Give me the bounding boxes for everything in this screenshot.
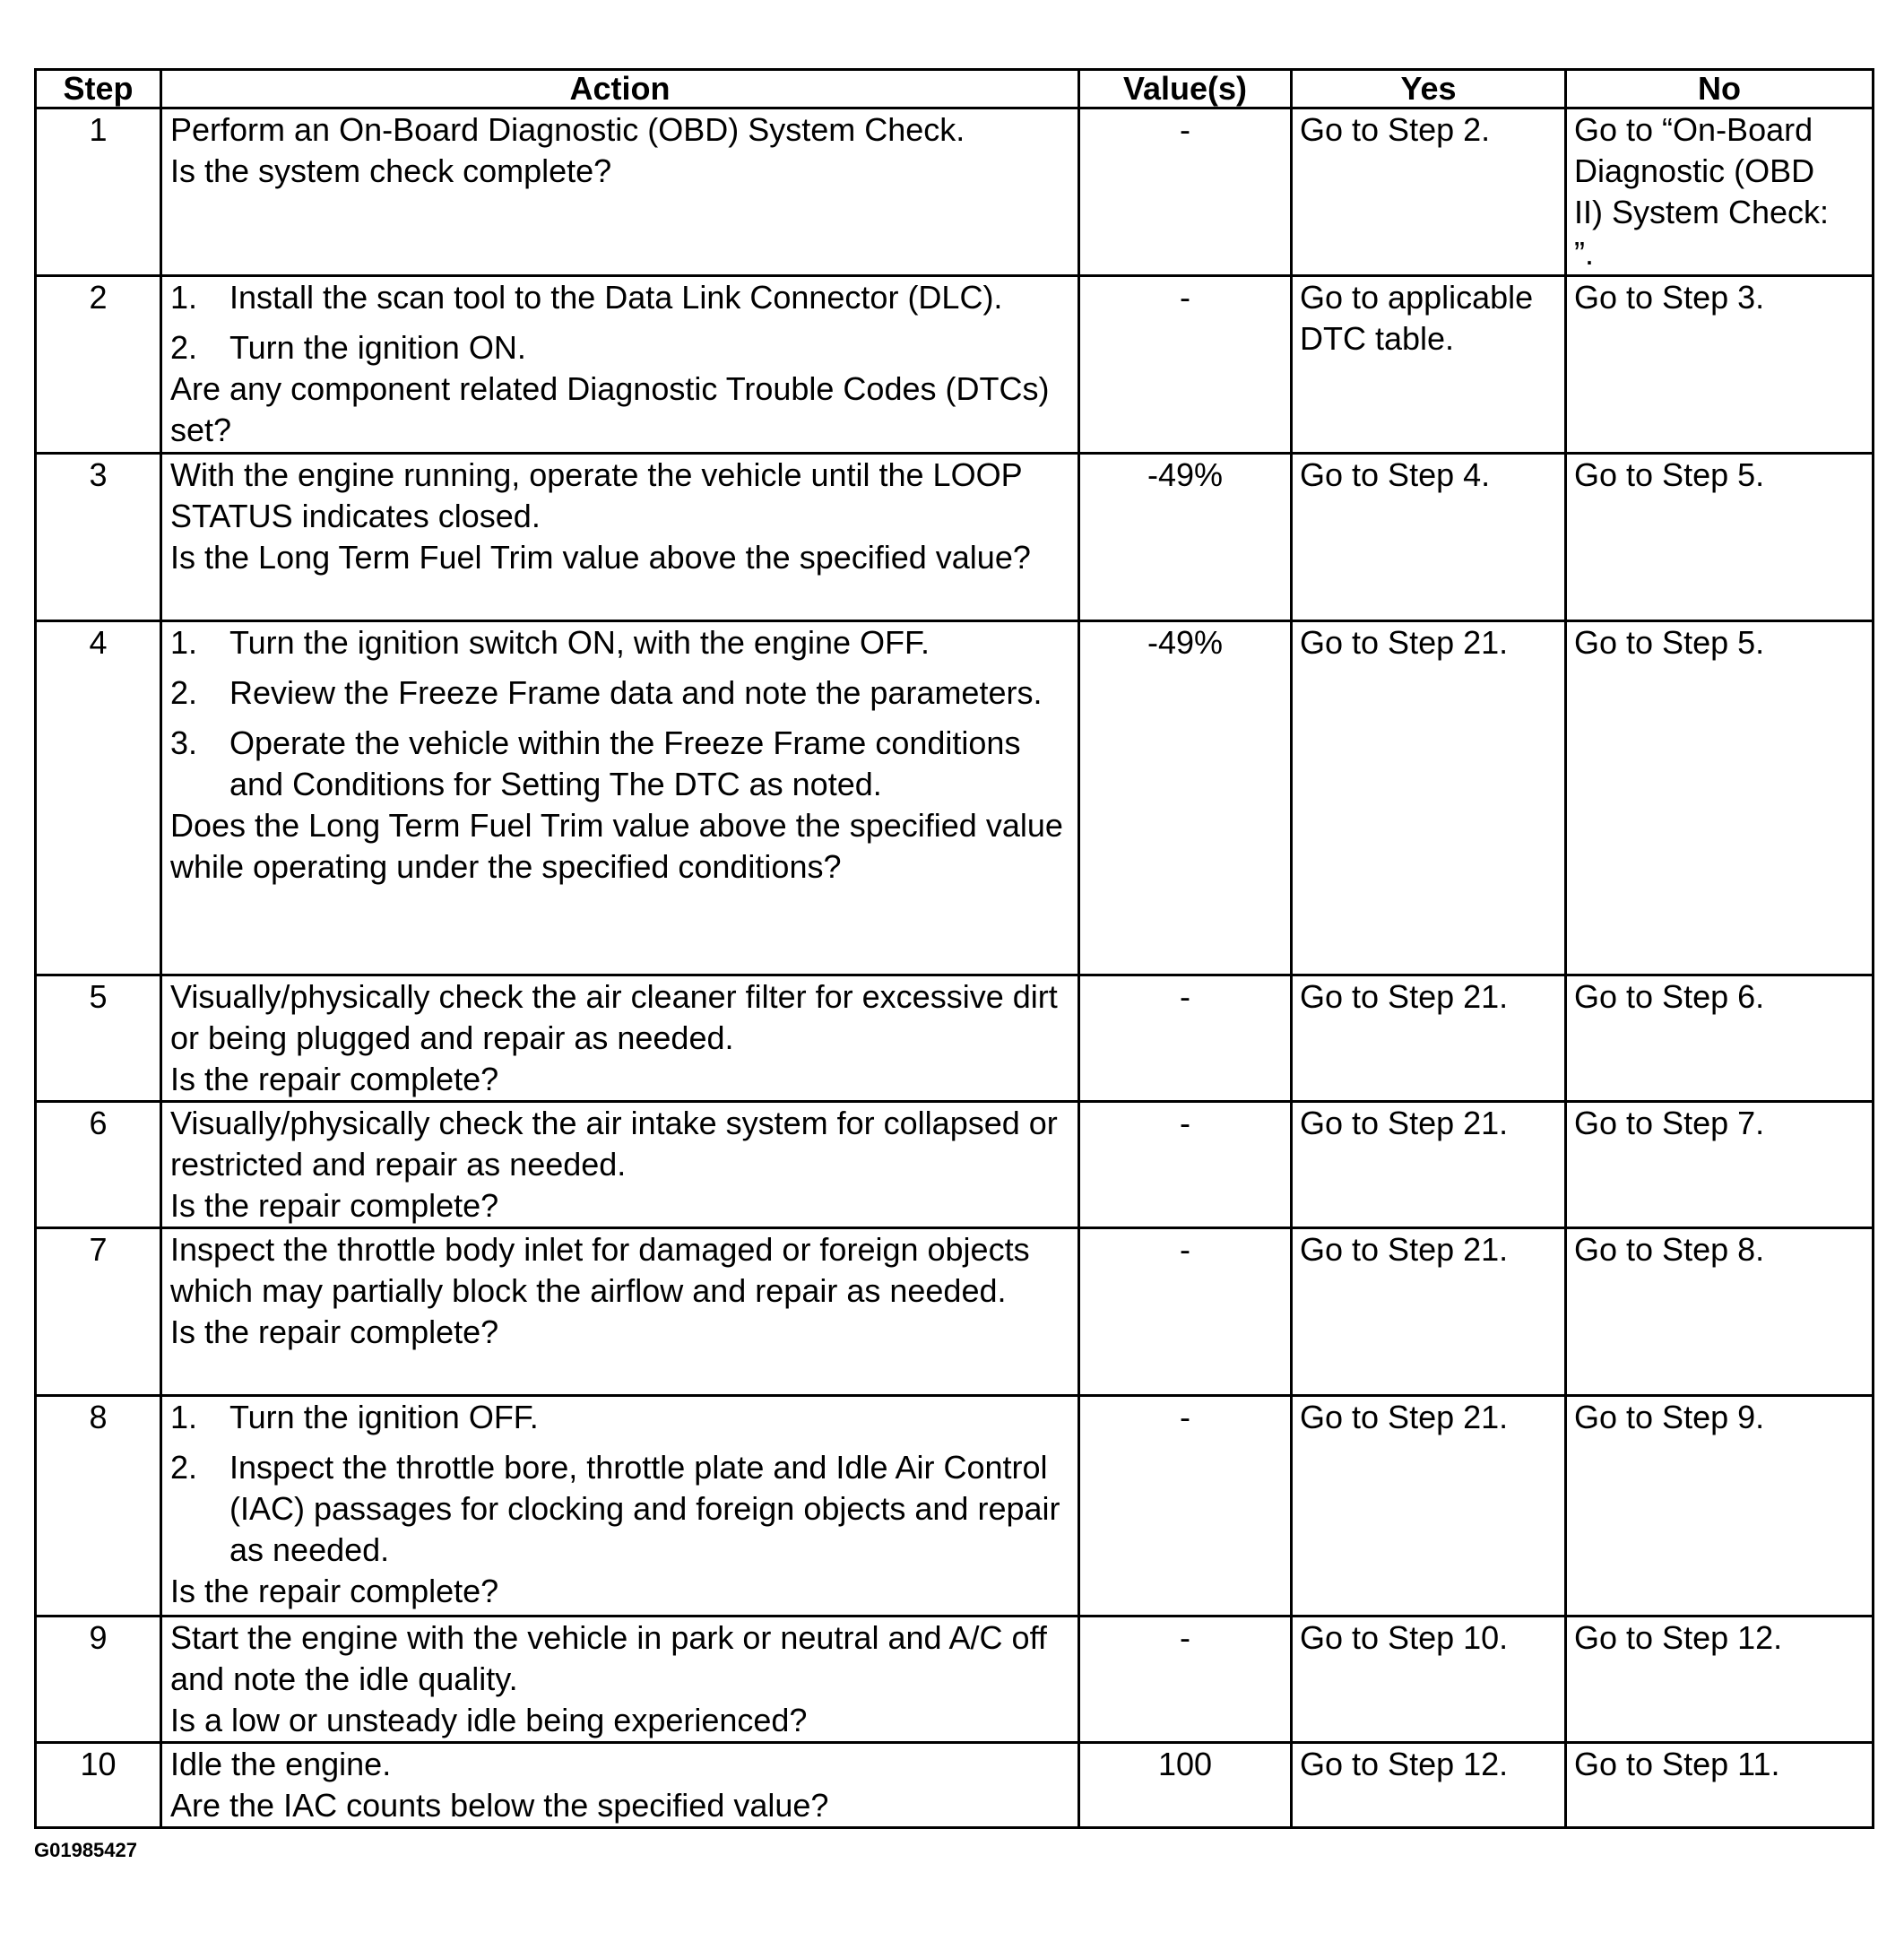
yes-cell: Go to Step 21. bbox=[1292, 1228, 1566, 1396]
header-row bbox=[36, 70, 1874, 108]
figure-id: G01985427 bbox=[34, 1839, 137, 1861]
item-text: Turn the ignition ON. bbox=[229, 329, 526, 366]
yes-cell: Go to Step 12. bbox=[1292, 1743, 1566, 1828]
table-row bbox=[36, 1396, 1874, 1617]
diagnostic-table bbox=[34, 68, 1874, 1829]
table-row bbox=[36, 276, 1874, 454]
yes-cell: Go to Step 2. bbox=[1292, 108, 1566, 276]
step-number: 2 bbox=[36, 276, 161, 454]
step-number: 1 bbox=[36, 108, 161, 276]
action-cell bbox=[161, 1102, 1079, 1228]
action-cell bbox=[161, 108, 1079, 276]
action-list-item bbox=[170, 1447, 1070, 1571]
action-cell bbox=[161, 1617, 1079, 1743]
value-cell: -49% bbox=[1079, 454, 1292, 621]
no-cell: Go to Step 11. bbox=[1566, 1743, 1874, 1828]
no-text-line: ”. bbox=[1574, 235, 1594, 272]
item-text: Review the Freeze Frame data and note the parameters. bbox=[229, 674, 1043, 711]
action-cell bbox=[161, 1743, 1079, 1828]
action-question: Are the IAC counts below the specified value? bbox=[170, 1787, 829, 1824]
table-row bbox=[36, 621, 1874, 975]
value-cell: - bbox=[1079, 1396, 1292, 1617]
value-cell: - bbox=[1079, 108, 1292, 276]
item-number: 2. bbox=[170, 674, 198, 711]
no-cell: Go to Step 6. bbox=[1566, 975, 1874, 1102]
value-cell: - bbox=[1079, 1228, 1292, 1396]
no-text-line: II) System Check: bbox=[1574, 194, 1830, 230]
yes-cell: Go to Step 10. bbox=[1292, 1617, 1566, 1743]
action-list-item bbox=[170, 723, 1070, 805]
step-number: 4 bbox=[36, 621, 161, 975]
header-values: Value(s) bbox=[1079, 70, 1292, 108]
action-text: Inspect the throttle body inlet for damaged or foreign objects which may partially block the airflow and repair as needed. bbox=[170, 1231, 1030, 1309]
value-cell: - bbox=[1079, 1617, 1292, 1743]
item-number: 1. bbox=[170, 624, 198, 661]
yes-cell: Go to applicable DTC table. bbox=[1292, 276, 1566, 454]
action-list-item bbox=[170, 327, 1070, 368]
action-question: Is a low or unsteady idle being experienced? bbox=[170, 1702, 808, 1738]
header-yes: Yes bbox=[1292, 70, 1566, 108]
item-number: 2. bbox=[170, 1449, 198, 1486]
header-no: No bbox=[1566, 70, 1874, 108]
header-action: Action bbox=[161, 70, 1079, 108]
step-number: 3 bbox=[36, 454, 161, 621]
action-text: Idle the engine. bbox=[170, 1746, 392, 1782]
table-row bbox=[36, 1617, 1874, 1743]
step-number: 10 bbox=[36, 1743, 161, 1828]
no-text-line: Diagnostic (OBD bbox=[1574, 152, 1815, 189]
item-number: 3. bbox=[170, 724, 198, 761]
item-text: Operate the vehicle within the Freeze Frame conditions and Conditions for Setting The DTC as noted. bbox=[229, 724, 1021, 802]
action-list-item bbox=[170, 672, 1070, 714]
action-text: Visually/physically check the air cleaner filter for excessive dirt or being plugged and repair as needed. bbox=[170, 978, 1058, 1056]
no-cell: Go to Step 12. bbox=[1566, 1617, 1874, 1743]
no-cell: Go to Step 7. bbox=[1566, 1102, 1874, 1228]
item-text: Turn the ignition OFF. bbox=[229, 1399, 539, 1435]
step-number: 5 bbox=[36, 975, 161, 1102]
action-text: Visually/physically check the air intake system for collapsed or restricted and repair as needed. bbox=[170, 1105, 1058, 1183]
table-row bbox=[36, 975, 1874, 1102]
no-cell: Go to Step 5. bbox=[1566, 454, 1874, 621]
action-question: Is the system check complete? bbox=[170, 152, 612, 189]
action-list-item bbox=[170, 622, 1070, 663]
table-row bbox=[36, 1102, 1874, 1228]
action-question: Is the repair complete? bbox=[170, 1573, 499, 1609]
table-row bbox=[36, 108, 1874, 276]
yes-cell: Go to Step 4. bbox=[1292, 454, 1566, 621]
action-text: With the engine running, operate the vehicle until the LOOP STATUS indicates closed. bbox=[170, 456, 1022, 534]
step-number: 7 bbox=[36, 1228, 161, 1396]
no-cell: Go to Step 5. bbox=[1566, 621, 1874, 975]
item-number: 1. bbox=[170, 279, 198, 316]
value-cell: 100 bbox=[1079, 1743, 1292, 1828]
no-text-line: Go to “On-Board bbox=[1574, 111, 1813, 148]
yes-cell: Go to Step 21. bbox=[1292, 1396, 1566, 1617]
yes-cell: Go to Step 21. bbox=[1292, 1102, 1566, 1228]
item-text: Inspect the throttle bore, throttle plate and Idle Air Control (IAC) passages for clocking and foreign objects and repair as needed. bbox=[229, 1449, 1060, 1568]
step-number: 8 bbox=[36, 1396, 161, 1617]
yes-cell: Go to Step 21. bbox=[1292, 621, 1566, 975]
action-question: Are any component related Diagnostic Trouble Codes (DTCs) set? bbox=[170, 370, 1050, 448]
table-row bbox=[36, 454, 1874, 621]
action-question: Does the Long Term Fuel Trim value above the specified value while operating under the specified conditions? bbox=[170, 807, 1063, 885]
action-text: Start the engine with the vehicle in park or neutral and A/C off and note the idle quality. bbox=[170, 1619, 1047, 1697]
yes-cell: Go to Step 21. bbox=[1292, 975, 1566, 1102]
action-question: Is the repair complete? bbox=[170, 1187, 499, 1224]
action-cell bbox=[161, 1396, 1079, 1617]
value-cell: - bbox=[1079, 1102, 1292, 1228]
value-cell: - bbox=[1079, 975, 1292, 1102]
item-number: 1. bbox=[170, 1399, 198, 1435]
action-question: Is the repair complete? bbox=[170, 1061, 499, 1097]
action-cell bbox=[161, 1228, 1079, 1396]
step-number: 6 bbox=[36, 1102, 161, 1228]
item-text: Turn the ignition switch ON, with the engine OFF. bbox=[229, 624, 930, 661]
action-cell bbox=[161, 276, 1079, 454]
no-cell: Go to Step 8. bbox=[1566, 1228, 1874, 1396]
action-cell bbox=[161, 621, 1079, 975]
item-number: 2. bbox=[170, 329, 198, 366]
value-cell: - bbox=[1079, 276, 1292, 454]
item-text: Install the scan tool to the Data Link Connector (DLC). bbox=[229, 279, 1003, 316]
header-step: Step bbox=[36, 70, 161, 108]
action-cell bbox=[161, 454, 1079, 621]
step-number: 9 bbox=[36, 1617, 161, 1743]
action-list-item bbox=[170, 1397, 1070, 1438]
action-list-item bbox=[170, 277, 1070, 318]
table-row bbox=[36, 1228, 1874, 1396]
action-question: Is the repair complete? bbox=[170, 1313, 499, 1350]
action-cell bbox=[161, 975, 1079, 1102]
no-cell bbox=[1566, 108, 1874, 276]
action-question: Is the Long Term Fuel Trim value above the specified value? bbox=[170, 539, 1031, 576]
action-text: Perform an On-Board Diagnostic (OBD) System Check. bbox=[170, 111, 965, 148]
table-row bbox=[36, 1743, 1874, 1828]
value-cell: -49% bbox=[1079, 621, 1292, 975]
no-cell: Go to Step 9. bbox=[1566, 1396, 1874, 1617]
no-cell: Go to Step 3. bbox=[1566, 276, 1874, 454]
